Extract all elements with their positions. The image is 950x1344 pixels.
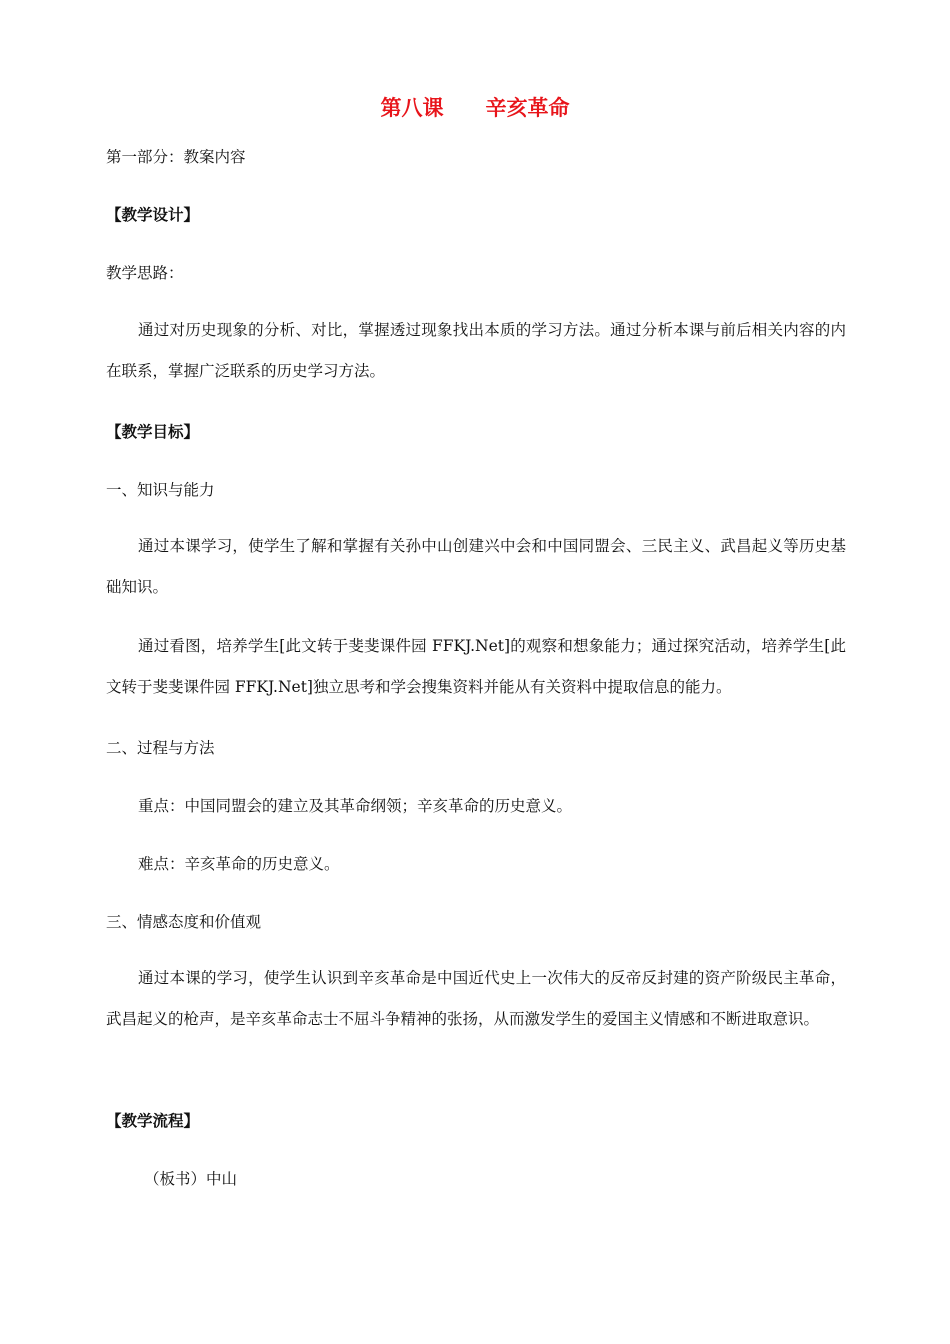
process-method-heading: 二、过程与方法 bbox=[106, 739, 215, 757]
lesson-title: 第八课 辛亥革命 bbox=[380, 96, 570, 120]
teaching-thinking-paragraph: 通过对历史现象的分析、对比，掌握透过现象找出本质的学习方法。通过分析本课与前后相关内容的内在联系，掌握广泛联系的历史学习方法。 bbox=[106, 321, 846, 380]
emotion-values-heading: 三、情感态度和价值观 bbox=[106, 913, 262, 931]
teaching-thinking-label: 教学思路： bbox=[106, 264, 184, 282]
board-writing-text: （板书）中山 bbox=[144, 1170, 238, 1188]
teaching-flow-heading: 【教学流程】 bbox=[106, 1111, 200, 1130]
knowledge-paragraph-2: 通过看图，培养学生[此文转于斐斐课件园 FFKJ.Net]的观察和想象能力；通过探究活动，培养学生[此文转于斐斐课件园 FFKJ.Net]独立思考和学会搜集资料并能从有关资料中提取信息的能力。 bbox=[106, 637, 846, 696]
part-heading: 第一部分：教案内容 bbox=[106, 148, 246, 166]
emotion-values-paragraph: 通过本课的学习，使学生认识到辛亥革命是中国近代史上一次伟大的反帝反封建的资产阶级民主革命，武昌起义的枪声，是辛亥革命志士不屈斗争精神的张扬，从而激发学生的爱国主义情感和不断进取意识。 bbox=[106, 969, 846, 1028]
teaching-goals-heading: 【教学目标】 bbox=[106, 422, 200, 441]
teaching-design-heading: 【教学设计】 bbox=[106, 205, 200, 224]
key-point-text: 重点：中国同盟会的建立及其革命纲领；辛亥革命的历史意义。 bbox=[138, 797, 573, 815]
knowledge-ability-heading: 一、知识与能力 bbox=[106, 481, 215, 499]
knowledge-paragraph-1: 通过本课学习，使学生了解和掌握有关孙中山创建兴中会和中国同盟会、三民主义、武昌起义等历史基础知识。 bbox=[106, 537, 846, 596]
difficulty-text: 难点：辛亥革命的历史意义。 bbox=[138, 855, 340, 873]
